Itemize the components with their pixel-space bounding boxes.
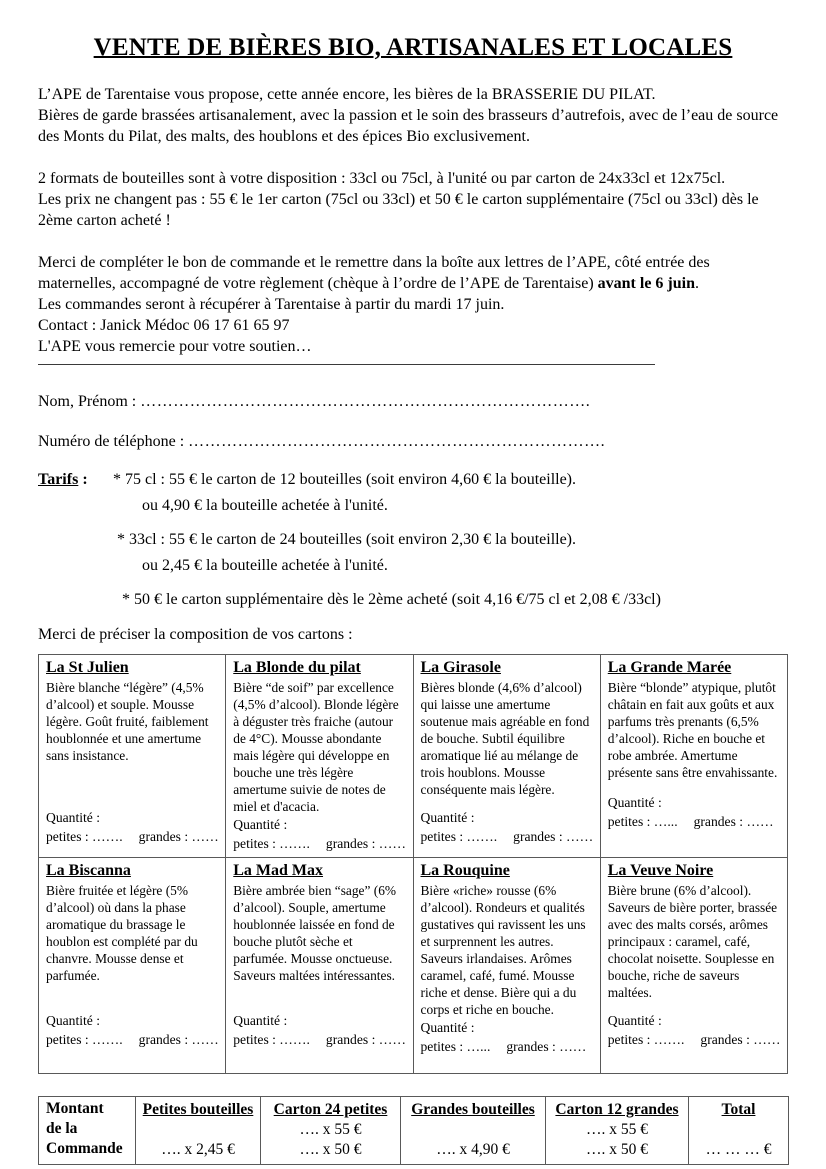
- beer-cell-veuve-noire: [600, 858, 787, 1074]
- intro-paragraph: [38, 84, 788, 147]
- beer-name: La Girasole: [420, 659, 501, 676]
- petites-field: petites : …….: [46, 1032, 123, 1047]
- quantity-label: Quantité :: [607, 795, 662, 810]
- order-row-label-line: de la: [46, 1120, 78, 1137]
- name-dotted-line: ……………………………………………………………………….: [140, 393, 591, 410]
- beer-name: La Rouquine: [420, 862, 510, 879]
- quantity-line: [46, 1030, 219, 1049]
- page-title: VENTE DE BIÈRES BIO, ARTISANALES ET LOCALES: [93, 34, 733, 61]
- petites-field: petites : …….: [233, 836, 310, 851]
- tarifs-label: [38, 469, 113, 490]
- order-col-value: …. x 55 €: [586, 1121, 648, 1138]
- phone-dotted-line: ………………………………………………………………….: [188, 433, 606, 450]
- order-col-petites-bouteilles: [136, 1097, 261, 1165]
- tarifs-label-text: Tarifs: [38, 471, 79, 488]
- order-row-label-line: Montant: [46, 1100, 104, 1117]
- beer-cell-rouquine: [413, 858, 600, 1074]
- quantity-line: [233, 834, 406, 853]
- order-col-carton-12-grandes: [546, 1097, 689, 1165]
- order-col-value: …. x 55 €: [299, 1121, 362, 1138]
- tarifs-section: [38, 469, 788, 610]
- grandes-field: grandes : ……: [138, 1032, 219, 1047]
- intro-line-2: Bières de garde brassées artisanalement, avec la passion et le soin des brasseurs d’autrefois, avec de l’eau de source des Monts du Pilat, des malts, des houblons et des épices Bio exclusivement.: [38, 107, 779, 145]
- order-row-label: [39, 1097, 136, 1165]
- quantity-block: [46, 1011, 219, 1049]
- quantity-line: [421, 1037, 594, 1056]
- quantity-label: Quantité :: [420, 1020, 475, 1035]
- pickup-line: Les commandes seront à récupérer à Tarentaise à partir du mardi 17 juin.: [38, 296, 505, 313]
- quantity-block: [608, 793, 781, 831]
- quantity-block: [233, 815, 406, 853]
- quantity-label: Quantité :: [233, 1013, 288, 1028]
- order-col-header: Carton 12 grandes: [555, 1101, 679, 1118]
- instructions-before-deadline: Merci de compléter le bon de commande et le remettre dans la boîte aux lettres de l’APE, côté entrée des maternelles, accompagné de votre règlement (chèque à l’ordre de l’APE de Tarentaise): [38, 254, 710, 292]
- order-col-value: … … … €: [705, 1141, 772, 1158]
- order-summary-table: [38, 1096, 789, 1165]
- order-col-grandes-bouteilles: [401, 1097, 546, 1165]
- tarifs-label-colon: :: [78, 471, 88, 488]
- beer-name: La Biscanna: [46, 862, 131, 879]
- order-col-carton-24-petites: [261, 1097, 401, 1165]
- order-col-value: [693, 1120, 784, 1140]
- beer-name: La Mad Max: [233, 862, 324, 879]
- quantity-line: [608, 812, 781, 831]
- petites-field: petites : …….: [420, 829, 498, 844]
- quantity-line: [608, 1030, 781, 1049]
- compose-note: Merci de préciser la composition de vos cartons :: [38, 626, 353, 643]
- order-col-value: …. x 2,45 €: [161, 1141, 235, 1158]
- tarif-row-75cl: [38, 469, 788, 490]
- beer-description: Bière blanche “légère” (4,5% d’alcool) et souple. Mousse légère. Goût fruité, faiblement houblonnée et une amertume sans insistance.: [46, 680, 209, 763]
- beer-cell-mad-max: [226, 858, 413, 1074]
- quantity-block: [46, 808, 219, 846]
- beer-description: Bière ambrée bien “sage” (6% d’alcool). Souple, amertume houblonnée laissée en fond de bouche plutôt sèche et parfumée. Mousse onctueuse. Saveurs maltées intéressantes.: [233, 883, 397, 983]
- phone-field: [38, 431, 788, 452]
- beer-table: [38, 654, 788, 1074]
- petites-field: petites : …….: [46, 829, 123, 844]
- instructions-after-deadline: .: [695, 275, 699, 292]
- petites-field: petites : …...: [420, 1039, 491, 1054]
- quantity-block: [421, 1018, 594, 1056]
- quantity-label: Quantité :: [233, 817, 288, 832]
- order-summary-row: [39, 1097, 789, 1165]
- beer-cell-grande-maree: [600, 655, 787, 858]
- quantity-label: Quantité :: [46, 1013, 100, 1028]
- grandes-field: grandes : ……: [138, 829, 219, 844]
- formats-paragraph: [38, 168, 788, 231]
- beer-description: Bière “de soif” par excellence (4,5% d’alcool). Blonde légère à déguster très fraiche (autour de 4°C). Mousse abondante mais légère qui développe en bouche une très légère amertume suivie de notes de miel et d'acacia.: [233, 680, 399, 814]
- quantity-line: [421, 827, 594, 846]
- order-col-value: [405, 1120, 541, 1140]
- beer-description: Bière fruitée et légère (5% d’alcool) où dans la phase aromatique du brassage le houblon est complété par du chanvre. Mousse dense et parfumée.: [46, 883, 198, 983]
- intro-line-1: L’APE de Tarentaise vous propose, cette année encore, les bières de la BRASSERIE DU PILAT.: [38, 86, 656, 103]
- thanks-line: L'APE vous remercie pour votre soutien…: [38, 338, 312, 355]
- order-col-total: [689, 1097, 789, 1165]
- grandes-field: grandes : ……: [506, 1039, 587, 1054]
- beer-name: La Grande Marée: [607, 659, 732, 676]
- grandes-field: grandes : ……: [700, 1032, 781, 1047]
- beer-description: Bière “blonde” atypique, plutôt châtain en fait aux goûts et aux parfums très prenants (6,5% d’alcool). Riche en bouche et robe ambrée. Amertume présente sans être envahissante.: [607, 680, 778, 780]
- beer-description: Bières blonde (4,6% d’alcool) qui laisse une amertume soutenue mais agréable en fond de bouche. Subtil équilibre aromatique lié au mélange de trois houblons. Mousse conséquente mais légère.: [420, 680, 590, 797]
- petites-field: petites : …...: [607, 814, 678, 829]
- beer-table-row-2: [39, 858, 788, 1074]
- tarif-item-75cl: * 75 cl : 55 € le carton de 12 bouteilles (soit environ 4,60 € la bouteille).: [113, 471, 577, 488]
- order-col-header: Grandes bouteilles: [411, 1101, 535, 1118]
- phone-field-label: Numéro de téléphone :: [38, 433, 189, 450]
- grandes-field: grandes : ……: [693, 814, 774, 829]
- quantity-label: Quantité :: [420, 810, 475, 825]
- order-col-header: Total: [721, 1101, 756, 1118]
- deadline-text: avant le 6 juin: [597, 275, 695, 292]
- order-row-label-line: Commande: [46, 1140, 123, 1157]
- beer-name: La Blonde du pilat: [233, 659, 361, 676]
- tarif-item-33cl-unit: ou 2,45 € la bouteille achetée à l'unité.: [142, 557, 388, 574]
- quantity-block: [608, 1011, 781, 1049]
- tarif-item-extra-carton: * 50 € le carton supplémentaire dès le 2ème acheté (soit 4,16 €/75 cl et 2,08 € /33cl): [122, 591, 661, 608]
- formats-line-1: 2 formats de bouteilles sont à votre disposition : 33cl ou 75cl, à l'unité ou par carton de 24x33cl et 12x75cl.: [38, 170, 726, 187]
- beer-description: Bière brune (6% d’alcool). Saveurs de bière porter, brassée avec des malts corsés, arômes principaux : caramel, café, chocolat noisette. Souplesse en bouche, riche de saveurs maltées.: [607, 883, 778, 1000]
- order-col-value: [140, 1120, 256, 1140]
- grandes-field: grandes : ……: [513, 829, 594, 844]
- beer-name: La St Julien: [46, 659, 129, 676]
- tarif-item-75cl-unit: ou 4,90 € la bouteille achetée à l'unité.: [142, 497, 388, 514]
- instructions-paragraph: [38, 252, 788, 357]
- name-field-label: Nom, Prénom :: [38, 393, 141, 410]
- order-col-header: Petites bouteilles: [142, 1101, 254, 1118]
- quantity-line: [233, 1030, 406, 1049]
- name-field: [38, 391, 788, 412]
- order-col-value: …. x 50 €: [586, 1141, 648, 1158]
- beer-description: Bière «riche» rousse (6% d’alcool). Rondeurs et qualités gustatives qui ravissent les uns et surprennent les autres. Saveurs irlandaises. Arômes caramel, café, fumé. Mousse riche et dense. Bière qui a du corps et riche en bouche.: [420, 883, 586, 1017]
- instructions-text: [38, 252, 788, 294]
- order-col-value: …. x 50 €: [299, 1141, 362, 1158]
- beer-cell-blonde-du-pilat: [226, 655, 413, 858]
- order-col-value: …. x 4,90 €: [436, 1141, 510, 1158]
- quantity-label: Quantité :: [607, 1013, 662, 1028]
- beer-cell-biscanna: [39, 858, 226, 1074]
- formats-line-2: Les prix ne changent pas : 55 € le 1er carton (75cl ou 33cl) et 50 € le carton supplémentaire (75cl ou 33cl) dès le 2ème carton acheté !: [38, 191, 759, 229]
- tarif-item-33cl: * 33cl : 55 € le carton de 24 bouteilles (soit environ 2,30 € la bouteille).: [117, 531, 577, 548]
- petites-field: petites : …….: [607, 1032, 685, 1047]
- contact-line: Contact : Janick Médoc 06 17 61 65 97: [38, 317, 290, 334]
- beer-table-row-1: [39, 655, 788, 858]
- petites-field: petites : …….: [233, 1032, 310, 1047]
- quantity-block: [233, 1011, 406, 1049]
- beer-name: La Veuve Noire: [607, 862, 714, 879]
- quantity-line: [46, 827, 219, 846]
- grandes-field: grandes : ……: [325, 1032, 406, 1047]
- separator-line: [38, 364, 655, 365]
- beer-cell-girasole: [413, 655, 600, 858]
- quantity-label: Quantité :: [46, 810, 100, 825]
- quantity-block: [421, 808, 594, 846]
- grandes-field: grandes : ……: [325, 836, 406, 851]
- beer-cell-st-julien: [39, 655, 226, 858]
- order-col-header: Carton 24 petites: [273, 1101, 388, 1118]
